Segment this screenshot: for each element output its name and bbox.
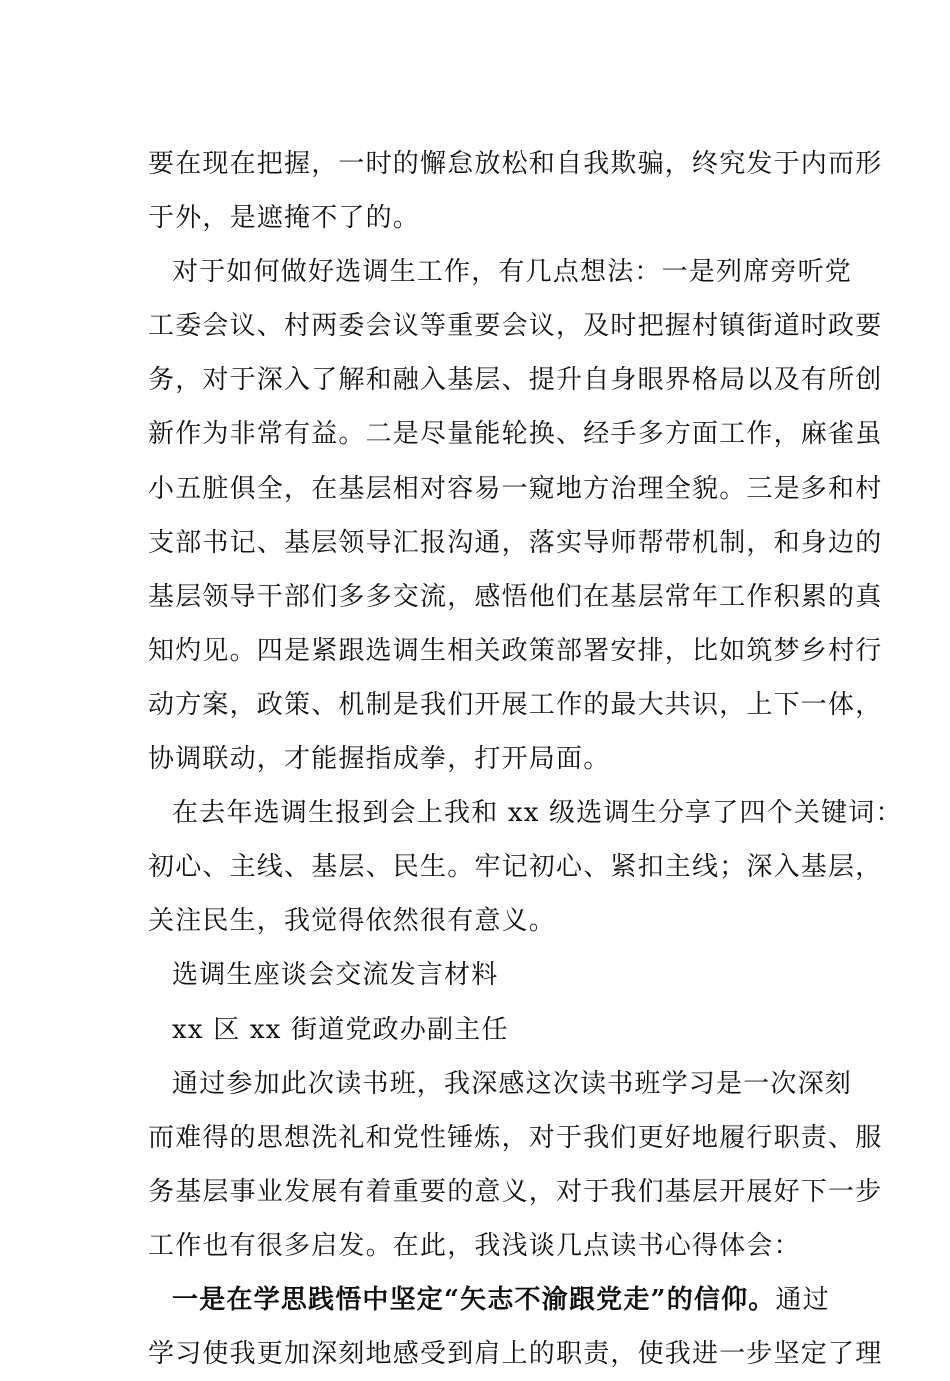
text-line: 动方案，政策、机制是我们开展工作的最大共识，上下一体， [148, 689, 883, 720]
text-line: 而难得的思想洗礼和党性锤炼，对于我们更好地履行职责、服 [148, 1122, 883, 1153]
author-position: xx 区 xx 街道党政办副主任 [172, 1014, 509, 1045]
text-line: 于外，是遮掩不了的。 [148, 203, 421, 234]
text-line: 对于如何做好选调生工作，有几点想法：一是列席旁听党 [172, 257, 853, 288]
text-line: 要在现在把握，一时的懈怠放松和自我欺骗，终究发于内而形 [148, 149, 883, 179]
text-line: 工委会议、村两委会议等重要会议，及时把握村镇街道时政要 [148, 311, 883, 342]
document-body [148, 137, 903, 1381]
text-line: 务基层事业发展有着重要的意义，对于我们基层开展好下一步 [148, 1176, 883, 1207]
text-line: 基层领导干部们多多交流，感悟他们在基层常年工作积累的真 [148, 581, 883, 612]
text-line: 小五脏俱全，在基层相对容易一窥地方治理全貌。三是多和村 [148, 473, 883, 504]
text-line: 知灼见。四是紧跟选调生相关政策部署安排，比如筑梦乡村行 [148, 635, 883, 666]
text-line: 协调联动，才能握指成拳，打开局面。 [148, 744, 611, 775]
document-title: 选调生座谈会交流发言材料 [172, 960, 499, 991]
text-line: 务，对于深入了解和融入基层、提升自身眼界格局以及有所创 [148, 365, 883, 396]
bold-lead-text: 一是在学思践悟中坚定“矢志不渝跟党走”的信仰。 [172, 1284, 776, 1315]
text-line: 工作也有很多启发。在此，我浅谈几点读书心得体会： [148, 1230, 801, 1261]
text-line: 初心、主线、基层、民生。牢记初心、紧扣主线；深入基层， [148, 852, 883, 883]
text-line: 关注民生，我觉得依然很有意义。 [148, 906, 557, 937]
text-line: 通过参加此次读书班，我深感这次读书班学习是一次深刻 [172, 1068, 853, 1099]
text-line-with-bold-lead [148, 1273, 838, 1327]
text-line: 在去年选调生报到会上我和 xx 级选调生分享了四个关键词： [172, 798, 903, 829]
text-line: 学习使我更加深刻地感受到肩上的职责，使我进一步坚定了理 [148, 1339, 883, 1370]
text-line: 支部书记、基层领导汇报沟通，落实导师帮带机制，和身边的 [148, 527, 883, 558]
rest-text: 通过 [775, 1284, 830, 1315]
text-line: 新作为非常有益。二是尽量能轮换、经手多方面工作，麻雀虽 [148, 419, 883, 450]
